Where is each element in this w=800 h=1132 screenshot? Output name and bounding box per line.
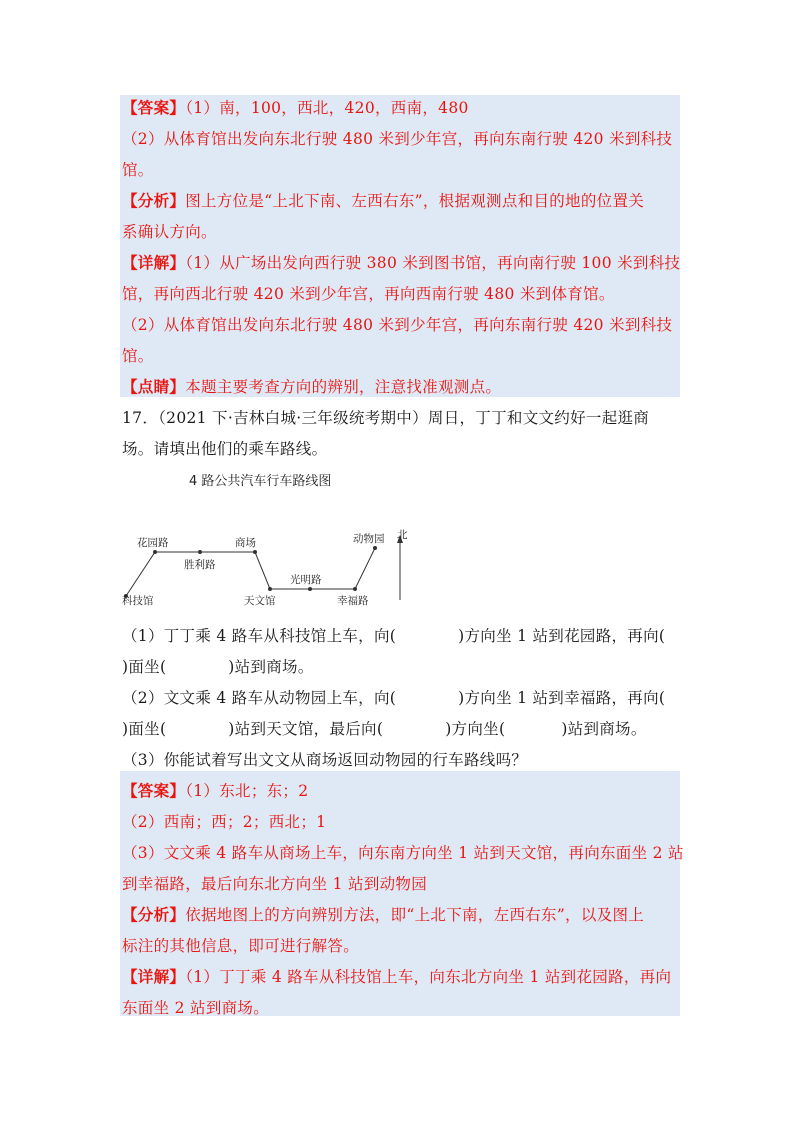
detail-tag: 【详解】 [122,967,186,986]
analysis2-line-1 [122,905,644,925]
stop-shangchang [253,550,257,554]
question17-sub1-line-2 [122,657,314,677]
detail2-line-1 [122,967,671,987]
answer2-line-1 [122,781,308,801]
label-huayuan: 花园路 [137,537,169,549]
label-shengli: 胜利路 [184,559,216,571]
detail-tag: 【详解】 [122,253,186,272]
label-shangchang: 商场 [235,537,256,549]
analysis2-line-2: 标注的其他信息，即可进行解答。 [122,937,360,955]
label-keji: 科技馆 [122,595,154,607]
detail1-line-1 [122,253,680,273]
answer2-line-4: 到幸福路，最后向东北方向坐 1 站到动物园 [122,875,428,893]
stop-huayuan [153,550,157,554]
q1-part-c: )面坐( [122,658,167,676]
q1-part-a: （1）丁丁乘 4 路车从科技馆上车，向( [122,627,397,645]
q2-part-d: )站到天文馆，最后向( [228,720,384,738]
answer1-line-3: 馆。 [122,161,154,179]
detail1-line-3: （2）从体育馆出发向东北行驶 480 米到少年宫，再向东南行驶 420 米到科技 [122,316,673,334]
label-guangming: 光明路 [290,574,322,586]
label-dongwuyuan: 动物园 [353,533,385,545]
route-line [126,548,375,596]
detail2-line-2: 东面坐 2 站到商场。 [122,999,270,1017]
q1-part-d: )站到商场。 [228,658,314,676]
question17-line-1: 17．（2021 下·吉林白城·三年级统考期中）周日，丁丁和文文约好一起逛商 [122,409,650,427]
stop-xingfu [353,587,357,591]
stop-guangming [308,587,312,591]
answer2-line-2: （2）西南；西；2；西北；1 [122,813,327,831]
detail1-line-4: 馆。 [122,347,154,365]
detail1-line-2: 馆，再向西北行驶 420 米到少年宫，再向西南行驶 480 米到体育馆。 [122,285,615,303]
answer1-line-1 [122,98,469,118]
map-title: 4 路公共汽车行车路线图 [189,474,332,489]
question17-sub3: （3）你能试着写出文文从商场返回动物园的行车路线吗？ [122,751,528,769]
bus-route-map [110,520,420,610]
q1-part-b: )方向坐 1 站到花园路，再向( [458,627,666,645]
pointer-tag: 【点睛】 [122,377,186,396]
pointer1-line [122,377,501,397]
analysis-text: 依据地图上的方向辨别方法，即“上北下南，左西右东”，以及图上 [185,906,645,924]
label-tianwen: 天文馆 [244,595,276,607]
answer-tag: 【答案】 [122,98,186,117]
label-xingfu: 幸福路 [337,595,369,607]
analysis-tag: 【分析】 [122,191,186,210]
detail-text: （1）从广场出发向西行驶 380 米到图书馆，再向南行驶 100 米到科技 [185,254,681,272]
analysis1-line-1 [122,191,644,211]
analysis-text: 图上方位是“上北下南、左西右东”，根据观测点和目的地的位置关 [185,192,645,210]
pointer-text: 本题主要考查方向的辨别，注意找准观测点。 [185,378,502,396]
q2-part-c: )面坐( [122,720,167,738]
q2-part-b: )方向坐 1 站到幸福路，再向( [458,689,666,707]
question17-sub1-line-1 [122,626,665,646]
stop-dongwuyuan [373,546,377,550]
label-north: 北 [397,529,408,541]
stop-tianwen [268,587,272,591]
detail-text: （1）丁丁乘 4 路车从科技馆上车，向东北方向坐 1 站到花园路，再向 [185,968,672,986]
q2-part-a: （2）文文乘 4 路车从动物园上车，向( [122,689,397,707]
answer-tag: 【答案】 [122,781,186,800]
question17-sub2-line-2 [122,719,647,739]
answer-text: （1）东北；东；2 [185,782,309,800]
question17-sub2-line-1 [122,688,665,708]
analysis-tag: 【分析】 [122,905,186,924]
question17-line-2: 场。请填出他们的乘车路线。 [122,440,328,458]
q2-part-f: )站到商场。 [561,720,647,738]
answer2-line-3: （3）文文乘 4 路车从商场上车，向东南方向坐 1 站到天文馆，再向东面坐 2 站 [122,844,684,862]
stop-shengli [198,550,202,554]
answer1-line-2: （2）从体育馆出发向东北行驶 480 米到少年宫，再向东南行驶 420 米到科技 [122,130,673,148]
q2-part-e: )方向坐( [445,720,506,738]
analysis1-line-2: 系确认方向。 [122,223,217,241]
answer-text: （1）南，100，西北，420，西南，480 [185,99,469,117]
